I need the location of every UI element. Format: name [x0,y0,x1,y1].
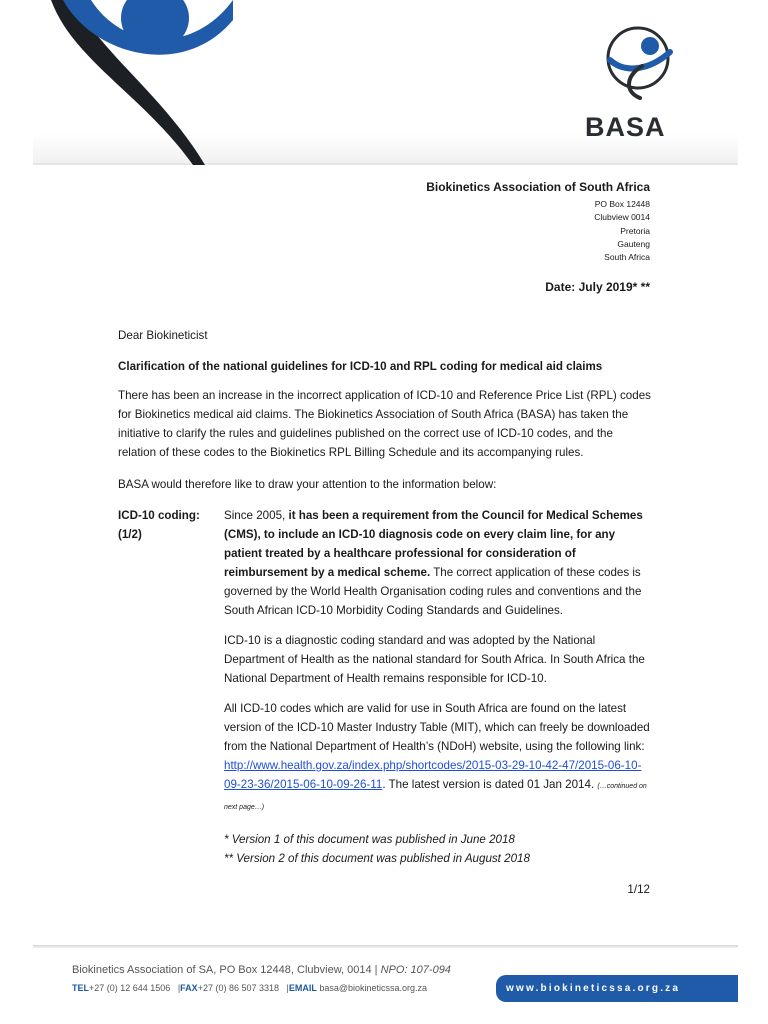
p1-start: Since 2005, [224,509,289,522]
attention-line: BASA would therefore like to draw your attention to the information below: [118,478,497,491]
section-label [118,506,218,544]
address-line: PO Box 12448 [594,199,650,209]
footer-address [72,964,451,976]
section-label-title: ICD-10 coding: [118,509,200,522]
email-label: EMAIL [288,983,317,993]
p1-end: The correct application of these codes is governed by the World Health Organisation coding rules and conventions and the South African ICD-10 Morbidity Coding Standards and Guidelines. [224,566,642,617]
p3-end: . The latest version is dated 01 Jan 2014. [382,778,598,791]
page-number: 1/12 [627,883,650,896]
swoosh-graphic [33,0,233,165]
website-link[interactable]: www.biokineticssa.org.za [496,975,738,1002]
footer-separator: | [371,964,381,976]
address-line: Pretoria [620,225,650,236]
section-paragraph-1 [224,506,656,620]
fax-label: FAX [180,983,198,993]
fax-number: +27 (0) 86 507 3318 [197,983,280,993]
letter-subject: Clarification of the national guidelines for ICD-10 and RPL coding for medical aid claims [118,360,603,373]
footer-divider [33,945,738,948]
footer-npo: NPO: 107-094 [380,964,451,976]
section-paragraph-2: ICD-10 is a diagnostic coding standard and was adopted by the National Department of Health as the national standard for South Africa. In South Africa the National Department of Health remains responsible for ICD-10. [224,634,645,685]
salutation: Dear Biokineticist [118,329,208,342]
continued-note: (…continued on next page…) [224,783,647,811]
email-address[interactable]: basa@biokineticssa.org.za [319,983,428,993]
section-paragraph-3 [224,699,656,817]
version-note: ** Version 2 of this document was published in August 2018 [224,852,530,865]
version-notes [224,830,530,868]
footer-contacts: TEL+27 (0) 12 644 1506 |FAX+27 (0) 86 507 3318 |EMAIL basa@biokineticssa.org.za [72,983,428,993]
address-line: South Africa [604,252,650,263]
letter-date: Date: July 2019* ** [545,280,650,294]
mit-download-link[interactable]: http://www.health.gov.za/index.php/shortcodes/2015-03-29-10-42-47/2015-06-10-09-23-36/2015-06-10-09-26-11 [224,759,642,791]
p1-bold: it has been a requirement from the Council for Medical Schemes (CMS), to include an ICD-10 diagnosis code on every claim line, for any patient treated by a healthcare professional for consideration of reimbursement by a medical scheme. [224,509,643,579]
tel-number: +27 (0) 12 644 1506 [89,983,171,993]
p3-start: All ICD-10 codes which are valid for use in South Africa are found on the latest version of the ICD-10 Master Industry Table (MIT), which can freely be downloaded from the National Department of Health’s (NDoH) website, using the following link: [224,702,650,753]
section-label-part: (1/2) [118,528,142,541]
intro-paragraph: There has been an increase in the incorrect application of ICD-10 and Reference Price List (RPL) codes for Biokinetics medical aid claims. The Biokinetics Association of South Africa (BASA) has taken the initiative to clarify the rules and guidelines published on the correct use of ICD-10 codes, and the relation of these codes to the Biokinetics RPL Billing Schedule and its accompanying rules. [118,389,651,459]
sender-organisation: Biokinetics Association of South Africa [426,180,650,194]
footer-address-text: Biokinetics Association of SA, PO Box 12448, Clubview, 0014 [72,964,372,976]
address-line: Clubview 0014 [594,212,650,223]
logo-wordmark: BASA [585,112,666,142]
sender-address [426,180,650,264]
address-line: Gauteng [617,238,650,249]
version-note: * Version 1 of this document was published in June 2018 [224,833,515,846]
tel-label: TEL [72,983,89,993]
